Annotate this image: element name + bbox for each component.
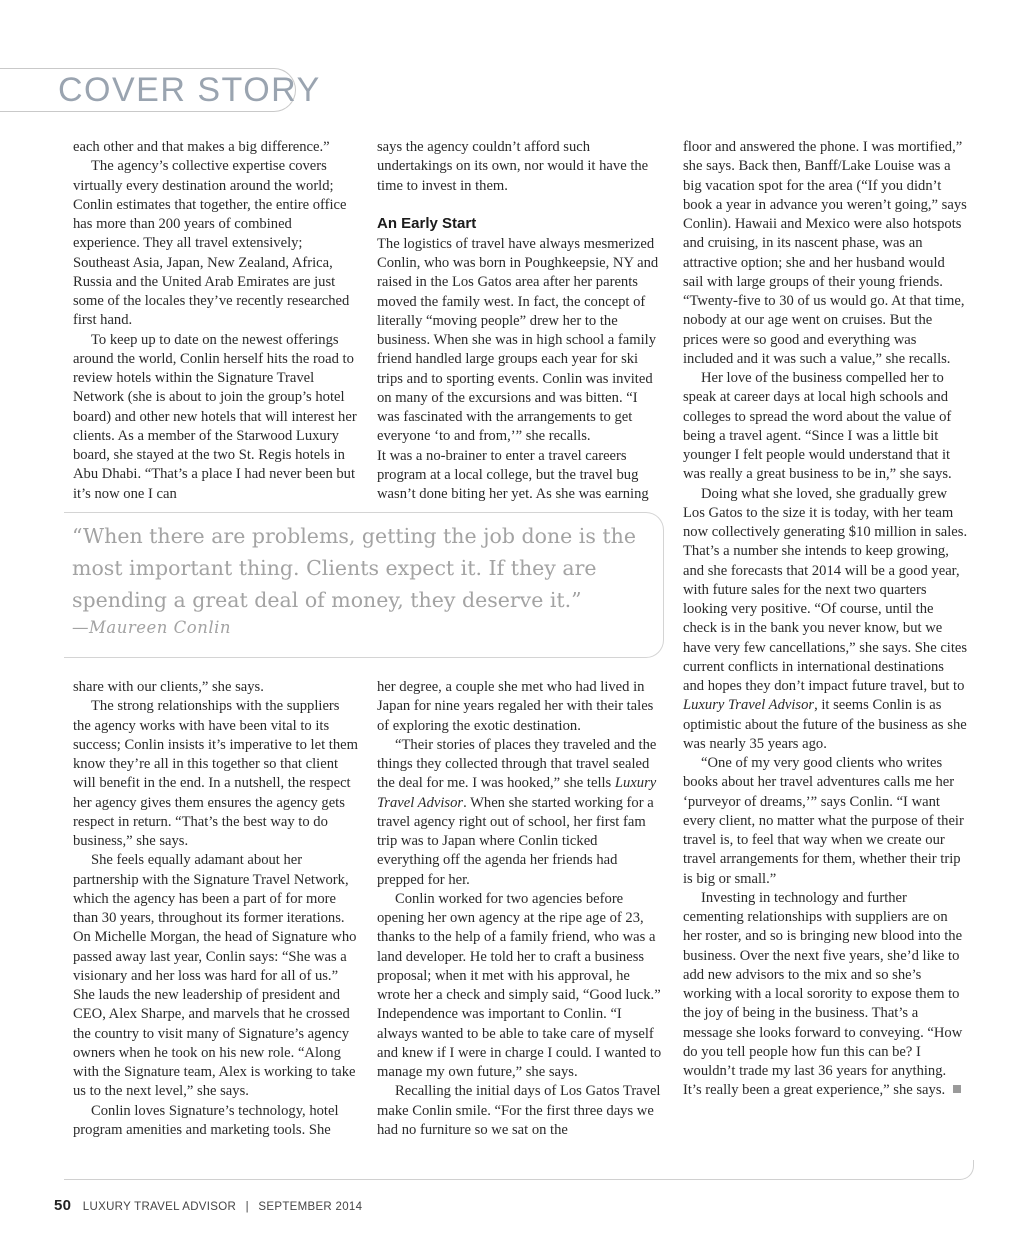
pullquote-attribution: —Maureen Conlin — [72, 618, 232, 637]
paragraph — [377, 736, 662, 890]
bottom-rule — [64, 1160, 974, 1180]
paragraph: each other and that makes a big difference.” — [73, 139, 330, 155]
paragraph-text: “Their stories of places they traveled and the things they collected through that travel sealed the deal for me. I was hooked,” she tells — [377, 736, 657, 792]
page-number: 50 — [54, 1197, 72, 1214]
paragraph: To keep up to date on the newest offerings around the world, Conlin herself hits the road to review hotels within the Signature Travel Network (she is about to join the group’s hotel board) and other new hotels that will interest her clients. As a member of the Starwood Luxury board, she stayed at the two St. Regis hotels in Abu Dhabi. “That’s a place I had never been but it’s now one I can — [73, 331, 357, 502]
paragraph — [683, 485, 968, 755]
paragraph: share with our clients,” she says. — [73, 679, 264, 695]
paragraph: The logistics of travel have always mesmerized Conlin, who was born in Poughkeepsie, NY and raised in the Los Gatos area after her parents moved the family west. In fact, the concept of literally “moving people” drew her to the business. When she was in high school a family friend handled large groups each year for ski trips and to sporting events. Conlin was invited on many of the excursions and was bitten. “I was fascinated with the arrangements to get everyone ‘to and from,’” she recalls. — [377, 235, 659, 445]
section-title: COVER STORY — [58, 71, 321, 109]
paragraph: Conlin loves Signature’s technology, hotel program amenities and marketing tools. She — [73, 1102, 339, 1138]
publication-name: Luxury Travel Advisor — [377, 775, 657, 811]
paragraph: her degree, a couple she met who had lived in Japan for nine years regaled her with their tales of exploring the exotic destination. — [377, 679, 654, 734]
paragraph: “One of my very good clients who writes books about her travel adventures calls me her ‘purveyor of dreams,’” says Conlin. “I want every client, no matter what the purpose of their travel is, to feel that way when we create our travel arrangements for them, whether their trip is big or small.” — [683, 755, 964, 887]
publication-name: Luxury Travel Advisor — [683, 697, 815, 714]
paragraph: It was a no-brainer to enter a travel careers program at a local college, but the travel bug wasn’t done biting her yet. As she was earning — [377, 447, 649, 502]
paragraph: Her love of the business compelled her to speak at career days at local high schools and colleges to spread the word about the value of being a travel agent. “Since I was a little bit younger I felt people would understand that it was really a great business to be in,” she says. — [683, 370, 952, 483]
paragraph-text: . When she started working for a travel agency right out of school, her first fam trip was to Japan where Conlin ticked everything off the agenda her friends had prepped for her. — [377, 794, 654, 888]
pullquote-text: “When there are problems, getting the job done is the most important thing. Clients expect it. If they are spending a great deal of money, they deserve it.” — [72, 524, 636, 612]
paragraph-text: Investing in technology and further cementing relationships with suppliers are on her roster, and so is bringing new blood into the business. Over the next five years, she’d like to add new advisors to the mix and so she’s working with a local sorority to expose them to the joy of being in the business. That’s a message she looks forward to conveying. “How do you tell people how fun this can be? I wouldn’t trade my last 36 years for anything. It’s really been a great experience,” she says. — [683, 889, 963, 1099]
paragraph-text: , it seems Conlin is as optimistic about the future of the business as she was nearly 35 years ago. — [683, 697, 967, 752]
issue-date: SEPTEMBER 2014 — [258, 1201, 363, 1213]
publication-title: LUXURY TRAVEL ADVISOR — [82, 1201, 237, 1213]
paragraph: floor and answered the phone. I was mortified,” she says. Back then, Banff/Lake Louise was a big vacation spot for the area (“If you didn’t book a year in advance you weren’t going,” says Conlin). Hawaii and Mexico were also hotspots and cruising, in its nascent phase, was an attractive option; she and her husband would sail with large groups of their young friends. “Twenty-five to 30 of us would go. At that time, nobody at our age went on cruises. But the prices were so good and everything was included and it was such a value,” she recalls. — [683, 139, 967, 367]
article-column-5 — [377, 678, 662, 1140]
end-of-story-mark — [953, 1085, 961, 1093]
paragraph: The strong relationships with the suppliers the agency works with have been vital to its success; Conlin insists it’s imperative to let them know they’re all in this together so that client will benefit in the end. In a nutshell, the respect her agency gives them ensures the agency gets respect in return. “That’s the best way to do business,” she says. — [73, 698, 358, 849]
paragraph: Recalling the initial days of Los Gatos Travel make Conlin smile. “For the first three days we had no furniture so we sat on the — [377, 1083, 661, 1138]
article-column-2 — [377, 138, 662, 504]
paragraph-text: Doing what she loved, she gradually grew Los Gatos to the size it is today, with her team now collectively generating $10 million in sales. That’s a number she intends to keep growing, and she forecasts that 2014 will be a good year, with future sales for the next two quarters looking very positive. “Of course, until the check is in the bank you never know, but we have very few cancellations,” she says. She cites current conflicts in international destinations and hopes they don’t impact future travel, but to — [683, 485, 968, 694]
paragraph: says the agency couldn’t afford such undertakings on its own, nor would it have the time to invest in them. — [377, 139, 649, 194]
paragraph: The agency’s collective expertise covers virtually every destination around the world; Conlin estimates that together, the entire office has more than 200 years of combined experience. They all travel extensively; Southeast Asia, Japan, New Zealand, Africa, Russia and the United Arab Emirates are just some of the locales they’ve recently researched first hand. — [73, 158, 350, 329]
page-footer — [54, 1197, 362, 1214]
paragraph: She feels equally adamant about her partnership with the Signature Travel Network, which the agency has been a part of for more than 30 years, throughout its former iterations. On Michelle Morgan, the head of Signature who passed away last year, Conlin says: “She was a visionary and her loss was hard for all of us.” She lauds the new leadership of president and CEO, Alex Sharpe, and marvels that he crossed the country to visit many of Signature’s agency owners when he took on his new role. “Along with the Signature team, Alex is working to take us to the next level,” she says. — [73, 852, 357, 1100]
subheading: An Early Start — [377, 214, 477, 232]
paragraph: Conlin worked for two agencies before opening her own agency at the ripe age of 23, thanks to the help of a family friend, who was a land developer. He told her to craft a business proposal; when it met with his approval, he wrote her a check and simply said, “Good luck.” Independence was important to Conlin. “I always wanted to be able to take care of myself and knew if I were in charge I could. I wanted to manage my own future,” she says. — [377, 890, 662, 1080]
article-column-3 — [683, 138, 968, 1101]
paragraph — [683, 889, 968, 1101]
article-column-1 — [73, 138, 358, 504]
article-column-4 — [73, 678, 358, 1140]
footer-separator: | — [245, 1201, 249, 1213]
